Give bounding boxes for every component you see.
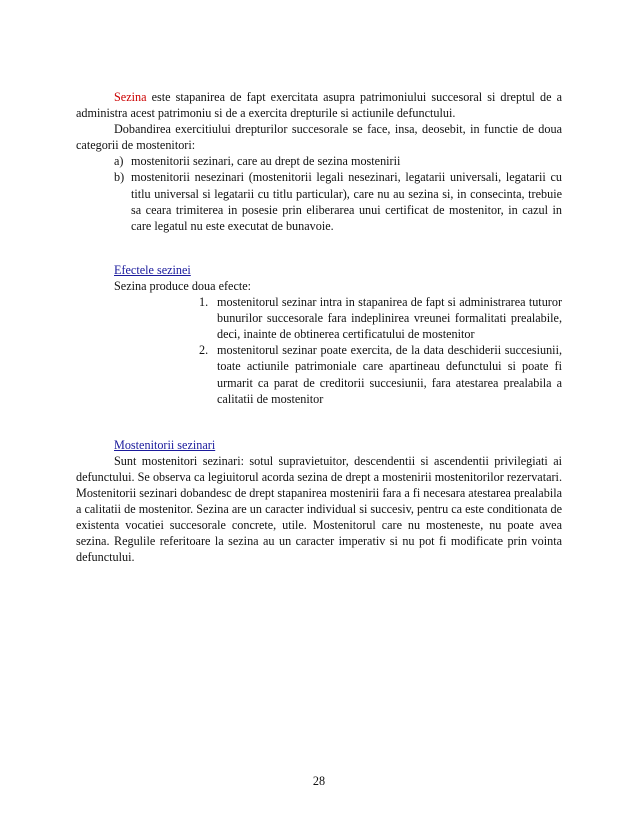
categories-intro: Dobandirea exercitiului drepturilor succesorale se face, insa, deosebit, in functie de doua categorii de mostenitori:	[76, 122, 562, 153]
list-marker: 2.	[199, 343, 209, 358]
heir-categories-list	[76, 153, 562, 233]
list-item	[76, 153, 562, 169]
heirs-paragraph: Sunt mostenitori sezinari: sotul supravietuitor, descendentii si ascendentii privilegiati ai defunctului. Se observa ca legiuitorul acorda sezina de drept a mostenirii mostenitorilor rezervatari. Mostenitorii sezinari dobandesc de drept stapanirea mostenirii fara a fi necesara atestarea prealabila a calitatii de mostenitor. Sezina are un caracter individual si succesiv, pentru ca este conditionata de existenta vocatiei succesorale concrete, utile. Mostenitorul care nu mosteneste, nu poate avea sezina. Regulile referitoare la sezina au un caracter imperativ si nu pot fi modificate prin vointa defunctului.	[76, 453, 562, 565]
heirs-heading[interactable]: Mostenitorii sezinari	[114, 437, 216, 452]
list-item	[76, 342, 562, 406]
list-item	[76, 294, 562, 342]
effects-heading-line	[76, 262, 562, 278]
document-body	[76, 89, 562, 565]
effects-heading[interactable]: Efectele sezinei	[114, 262, 191, 277]
effects-intro: Sezina produce doua efecte:	[114, 278, 252, 293]
term-sezina: Sezina	[114, 90, 147, 104]
heirs-heading-line	[76, 437, 562, 453]
list-item-text: mostenitorii nesezinari (mostenitorii legali nesezinari, legatarii universali, legatarii cu titlu universal si legatarii cu titlu particular), care nu au sezina si, in consecinta, trebuie sa ceara trimiterea in posesie prin eliberarea unui certificat de mostenitor, in cazul in care legatul nu este executat de bunavoie.	[131, 170, 562, 233]
definition-paragraph	[76, 89, 562, 121]
effects-list	[76, 294, 562, 407]
spacer	[76, 234, 562, 262]
list-marker: b)	[114, 170, 125, 185]
list-item-text: mostenitorul sezinar intra in stapanirea de fapt si administrarea tuturor bunurilor succesorale fara indeplinirea vreunei formalitati prealabile, deci, inainte de obtinerea certificatului de mostenitor	[217, 295, 562, 342]
list-item	[76, 169, 562, 233]
list-marker: 1.	[199, 295, 209, 310]
definition-text: este stapanirea de fapt exercitata asupra patrimoniului succesoral si dreptul de a administra acest patrimoniu si de a exercita drepturile si actiunile defunctului.	[76, 90, 562, 121]
list-item-text: mostenitorii sezinari, care au drept de sezina mostenirii	[131, 154, 401, 169]
page-number: 28	[312, 774, 326, 788]
list-marker: a)	[114, 154, 124, 169]
spacer	[76, 407, 562, 437]
list-item-text: mostenitorul sezinar poate exercita, de la data deschiderii succesiunii, toate actiunile patrimoniale care apartineau defunctului si poate fi urmarit ca parat de creditorii succesiunii, fara atestarea prealabila a calitatii de mostenitor	[217, 343, 562, 406]
